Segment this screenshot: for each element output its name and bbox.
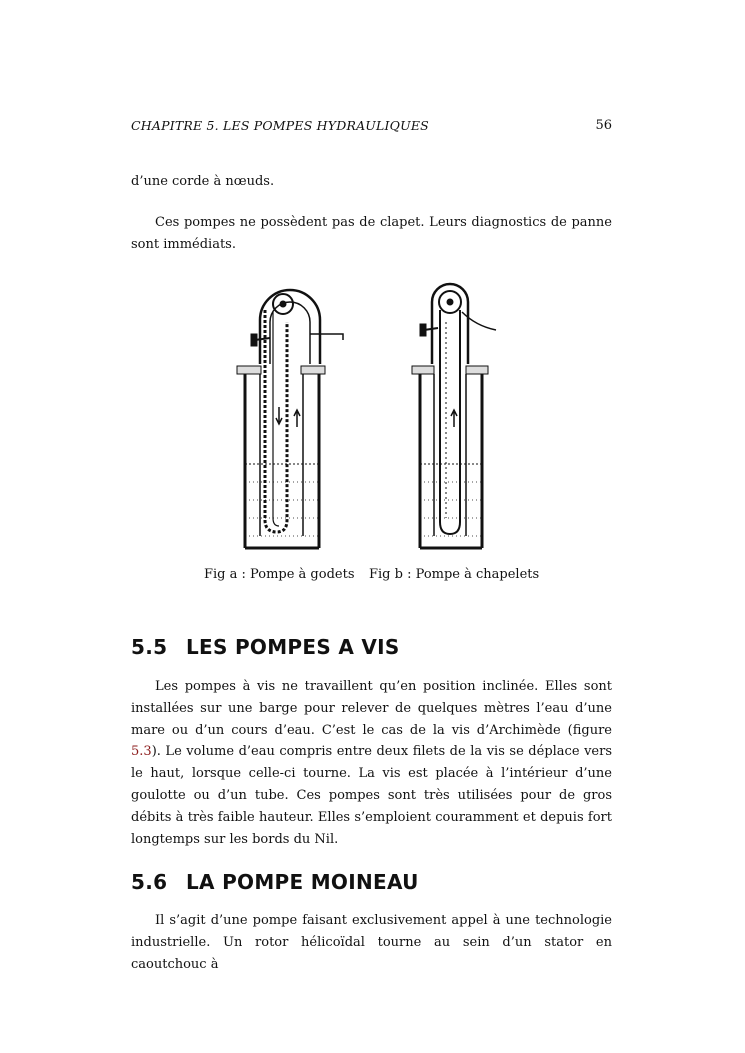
section-number: 5.6 — [131, 870, 168, 894]
pump-b-drawing — [412, 284, 496, 548]
paragraph-clapet — [131, 212, 612, 256]
paragraph-clapet-text: Ces pompes ne possèdent pas de clapet. Leurs diagnostics de panne sont immédiats. — [131, 215, 612, 252]
caption-fig-a: Fig a : Pompe à godets — [204, 567, 355, 582]
pump-figure — [225, 282, 525, 554]
paragraph-pompe-moineau — [131, 910, 612, 975]
running-header: CHAPITRE 5. LES POMPES HYDRAULIQUES — [131, 118, 429, 133]
section-title: LA POMPE MOINEAU — [186, 870, 419, 894]
figure-reference-link[interactable]: 5.3 — [131, 744, 152, 760]
section-title: LES POMPES A VIS — [186, 635, 400, 659]
paragraph-pompes-a-vis — [131, 676, 612, 850]
section-heading-5-5 — [131, 635, 400, 659]
paragraph-continuation: d’une corde à nœuds. — [131, 174, 275, 189]
pump-a-drawing — [237, 290, 343, 548]
page-number: 56 — [595, 118, 612, 133]
caption-fig-b: Fig b : Pompe à chapelets — [369, 567, 540, 582]
paragraph-moineau-text: Il s’agit d’une pompe faisant exclusivement appel à une technologie industrielle. Un rotor hélicoïdal tourne au sein d’un stator en caoutchouc à — [131, 913, 612, 972]
section-heading-5-6 — [131, 870, 419, 894]
paragraph-vis-text-2: ). Le volume d’eau compris entre deux filets de la vis se déplace vers le haut, lorsque celle-ci tourne. La vis est placée à l’intérieur d’une goulotte ou d’un tube. Ces pompes sont très utilisées pour de gros débits à très faible hauteur. Elles s’emploient couramment et depuis fort longtemps sur les bords du Nil. — [131, 744, 612, 847]
section-number: 5.5 — [131, 635, 168, 659]
paragraph-vis-text-1: Les pompes à vis ne travaillent qu’en position inclinée. Elles sont installées sur une barge pour relever de quelques mètres l’eau d’une mare ou d’un cours d’eau. C’est le cas de la vis d’Archimède (figure — [131, 679, 612, 738]
